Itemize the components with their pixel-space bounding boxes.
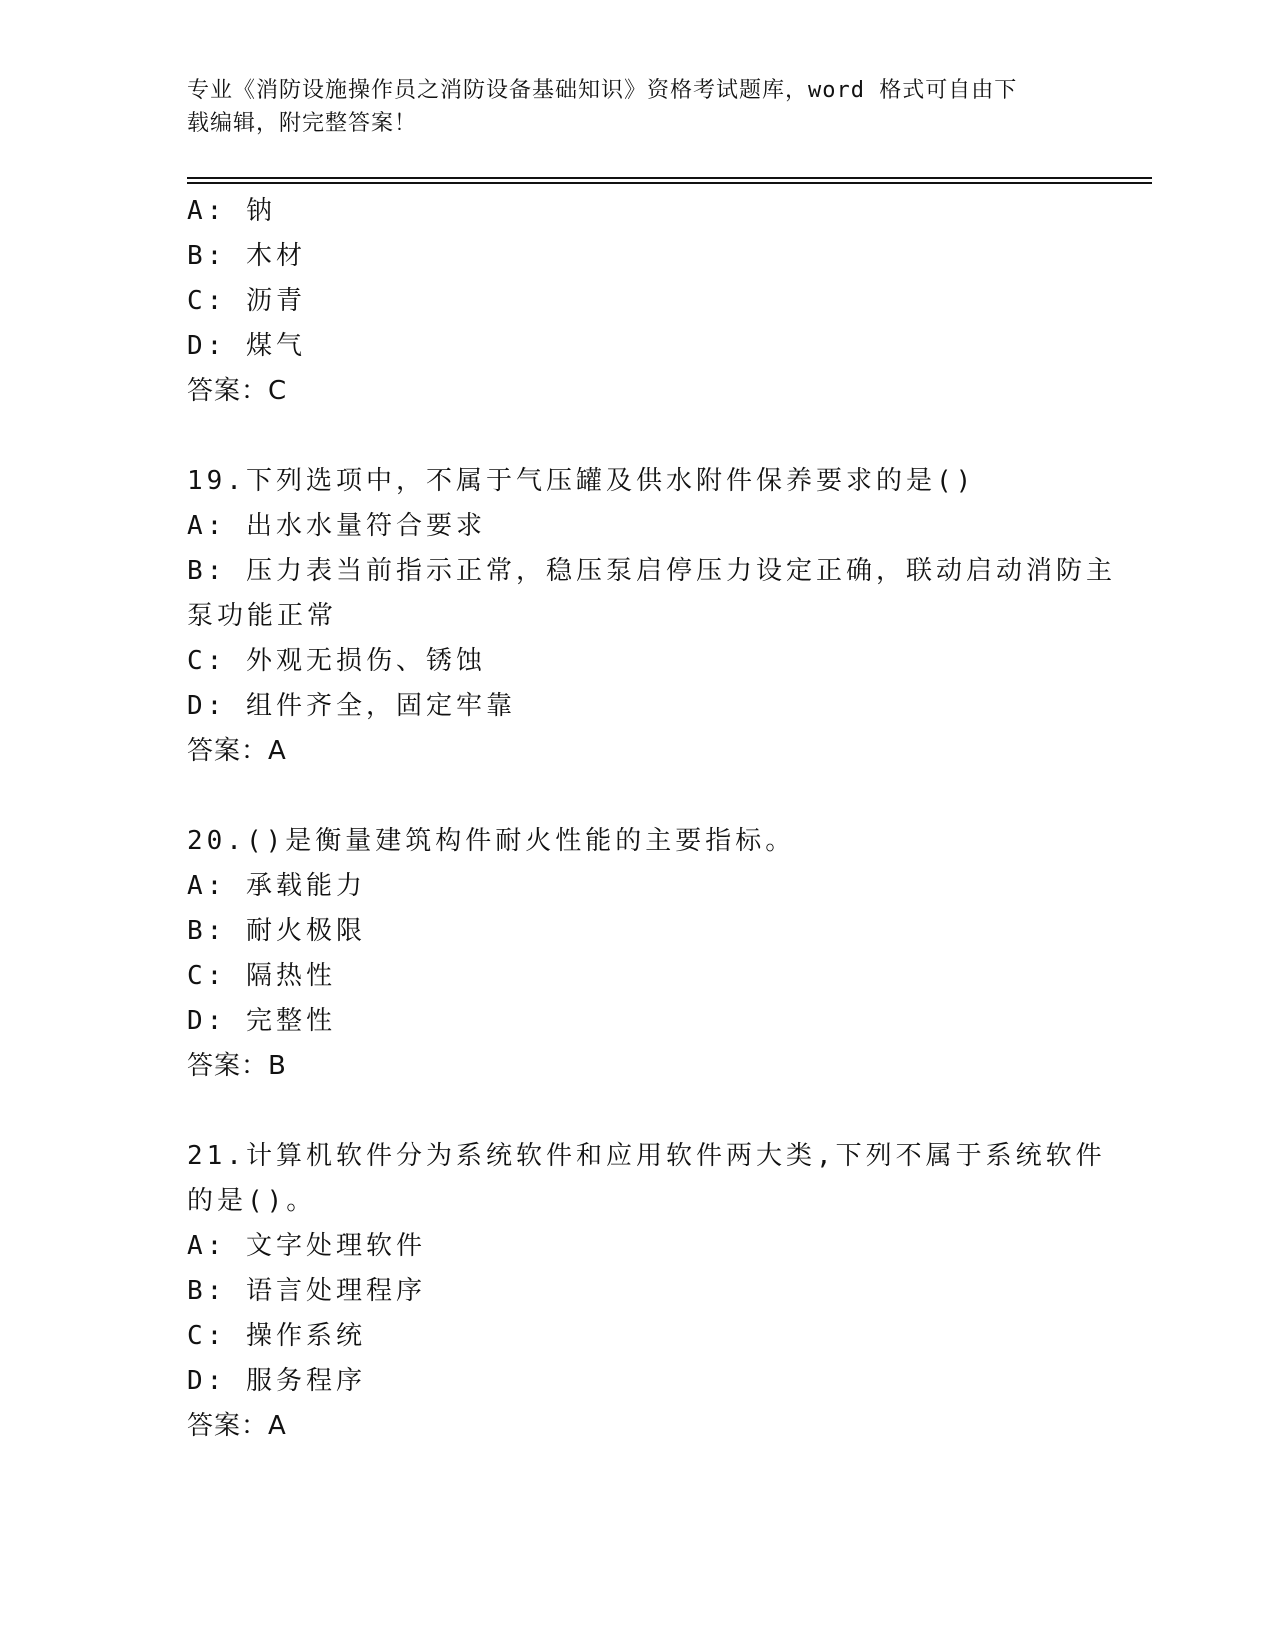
option-c: C: 操作系统 [187,1321,366,1351]
option-a: A: 文字处理软件 [187,1231,426,1261]
answer-label: 答案：A [187,736,287,766]
answer-label: 答案：C [187,376,288,406]
option-d: D: 完整性 [187,1006,336,1036]
header-divider-bottom [187,182,1152,184]
answer-label: 答案：A [187,1411,287,1441]
header-line-1: 专业《消防设施操作员之消防设备基础知识》资格考试题库，word 格式可自由下 [187,78,1018,103]
question-stem-continued: 的是()。 [187,1186,317,1216]
option-c: C: 隔热性 [187,961,336,991]
option-a: A: 承载能力 [187,871,366,901]
option-a: A: 出水水量符合要求 [187,511,486,541]
option-c: C: 外观无损伤、锈蚀 [187,646,486,676]
question-stem: 20.()是衡量建筑构件耐火性能的主要指标。 [187,826,796,856]
question-stem: 19.下列选项中，不属于气压罐及供水附件保养要求的是() [187,466,976,496]
header-line-2: 载编辑，附完整答案！ [187,111,418,136]
option-b: B: 木材 [187,241,306,271]
header-divider-top [187,177,1152,179]
option-a: A: 钠 [187,196,276,226]
option-d: D: 服务程序 [187,1366,366,1396]
question-stem: 21.计算机软件分为系统软件和应用软件两大类,下列不属于系统软件 [187,1141,1106,1171]
option-b: B: 压力表当前指示正常，稳压泵启停压力设定正确，联动启动消防主 [187,556,1116,586]
option-c: C: 沥青 [187,286,306,316]
option-b-continued: 泵功能正常 [187,601,338,631]
option-b: B: 语言处理程序 [187,1276,426,1306]
option-d: D: 煤气 [187,331,306,361]
document-header [187,74,1087,140]
option-b: B: 耐火极限 [187,916,366,946]
answer-label: 答案：B [187,1051,287,1081]
option-d: D: 组件齐全，固定牢靠 [187,691,516,721]
